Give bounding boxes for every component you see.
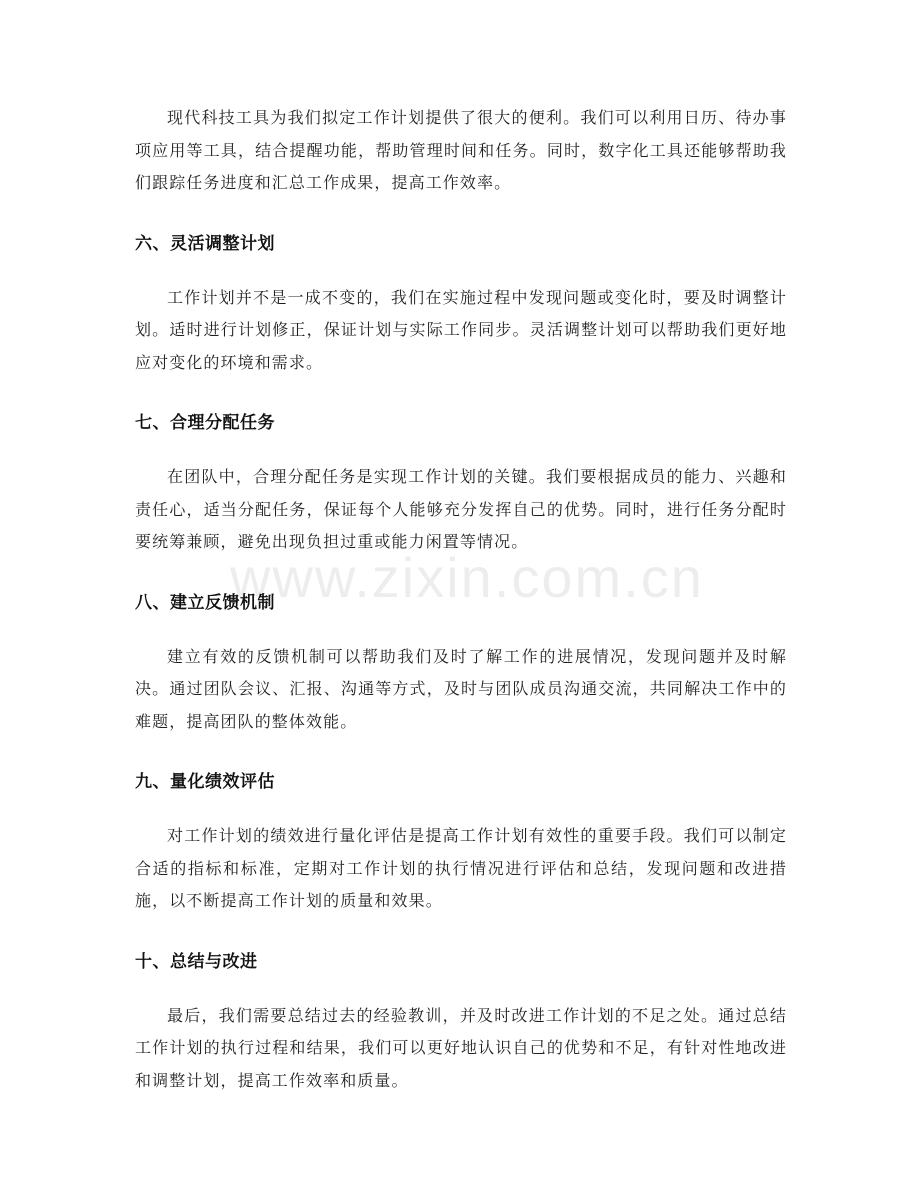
section-body-9: 对工作计划的绩效进行量化评估是提高工作计划有效性的重要手段。我们可以制定合适的指标和标准，定期对工作计划的执行情况进行评估和总结，发现问题和改进措施，以不断提高工作计划的质量和效果。 — [135, 826, 787, 910]
section-body-8: 建立有效的反馈机制可以帮助我们及时了解工作的进展情况，发现问题并及时解决。通过团队会议、汇报、沟通等方式，及时与团队成员沟通交流，共同解决工作中的难题，提高团队的整体效能。 — [135, 646, 787, 731]
intro-paragraph: 现代科技工具为我们拟定工作计划提供了很大的便利。我们可以利用日历、待办事项应用等工具，结合提醒功能，帮助管理时间和任务。同时，数字化工具还能够帮助我们跟踪任务进度和汇总工作成果，提高工作效率。 — [135, 108, 787, 192]
section-heading-9: 九、量化绩效评估 — [135, 772, 275, 792]
section-heading-8: 八、建立反馈机制 — [135, 592, 275, 613]
section-body-10: 最后，我们需要总结过去的经验教训，并及时改进工作计划的不足之处。通过总结工作计划的执行过程和结果，我们可以更好地认识自己的优势和不足，有针对性地改进和调整计划，提高工作效率和质量。 — [135, 1005, 787, 1090]
section-body-6: 工作计划并不是一成不变的，我们在实施过程中发现问题或变化时，要及时调整计划。适时进行计划修正，保证计划与实际工作同步。灵活调整计划可以帮助我们更好地应对变化的环境和需求。 — [135, 287, 787, 372]
watermark: www.zixin.com.cn — [230, 546, 704, 609]
document-content — [135, 102, 787, 1097]
section-heading-6: 六、灵活调整计划 — [135, 233, 275, 254]
section-body-7: 在团队中，合理分配任务是实现工作计划的关键。我们要根据成员的能力、兴趣和责任心，适当分配任务，保证每个人能够充分发挥自己的优势。同时，进行任务分配时要统筹兼顾，避免出现负担过重或能力闲置等情况。 — [135, 467, 787, 551]
section-heading-10: 十、总结与改进 — [135, 951, 258, 972]
section-heading-7: 七、合理分配任务 — [135, 413, 275, 433]
